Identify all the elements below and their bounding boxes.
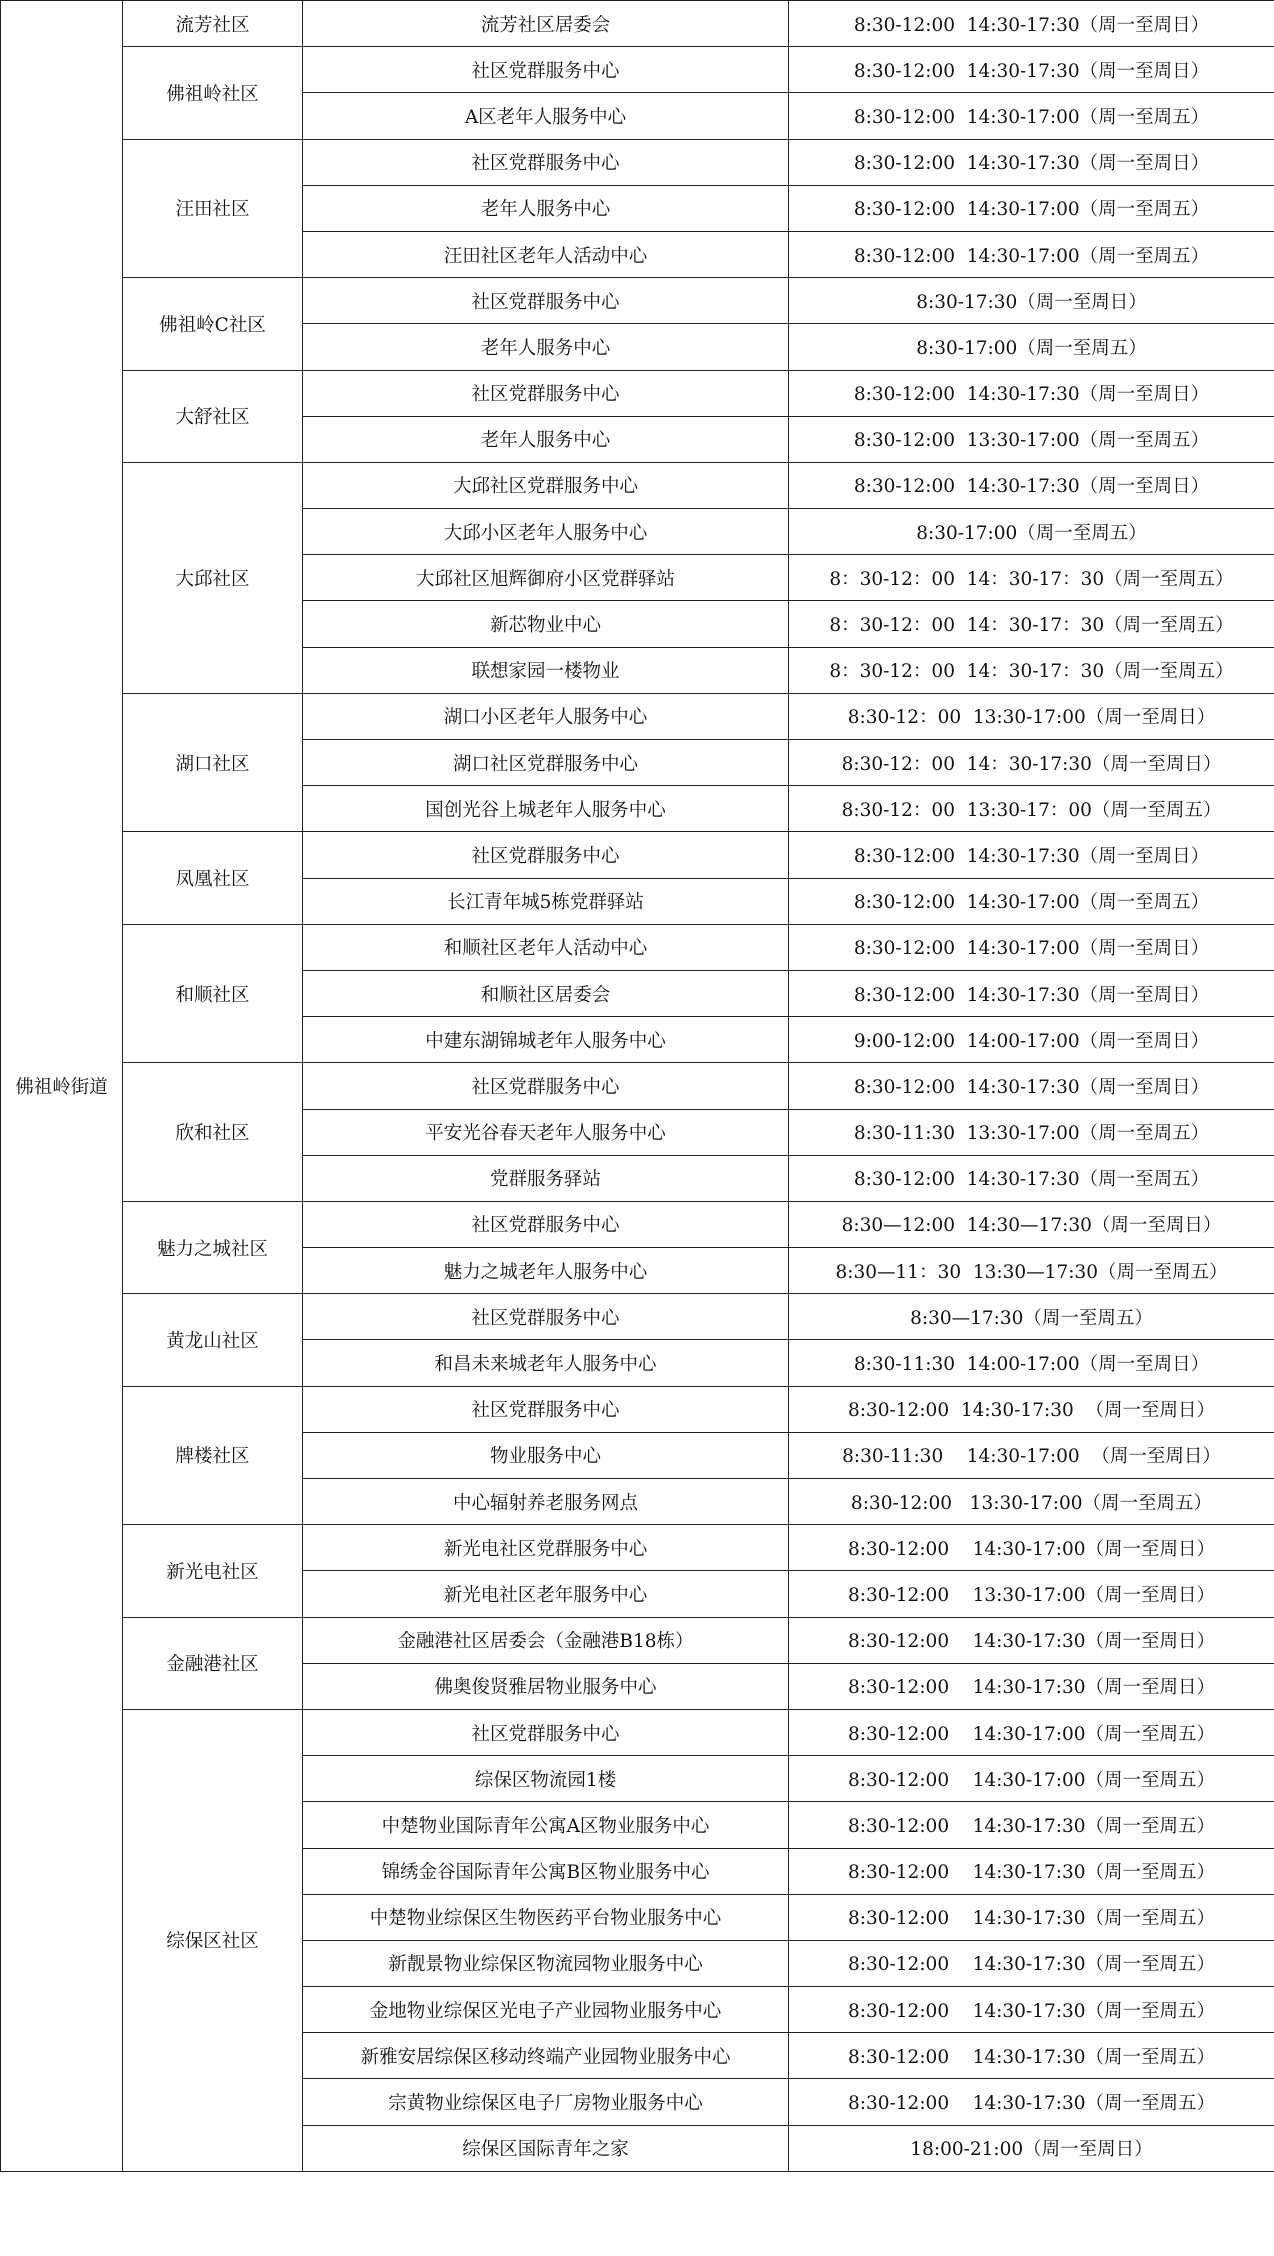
opening-hours-cell: 8:30-12:00 14:30-17:30（周一至周五） xyxy=(789,2079,1274,2125)
opening-hours-cell: 8:30-12:00 14:30-17:00（周一至周五） xyxy=(789,878,1274,924)
community-name-cell: 和顺社区 xyxy=(123,924,303,1063)
opening-hours-cell: 8:30-12:00 14:30-17:30（周一至周日） xyxy=(789,47,1274,93)
opening-hours-cell: 8:30-12:00 14:30-17:30（周一至周日） xyxy=(789,970,1274,1016)
service-site-cell: 和顺社区居委会 xyxy=(303,970,789,1016)
table-row xyxy=(1,1294,1274,1340)
opening-hours-cell: 8:30-17:00（周一至周五） xyxy=(789,509,1274,555)
service-site-cell: 综保区物流园1楼 xyxy=(303,1756,789,1802)
community-name-cell: 汪田社区 xyxy=(123,139,303,278)
service-site-cell: 和顺社区老年人活动中心 xyxy=(303,924,789,970)
table-row xyxy=(1,1525,1274,1571)
service-site-cell: 大邱小区老年人服务中心 xyxy=(303,509,789,555)
table-row xyxy=(1,370,1274,416)
street-name-cell: 佛祖岭街道 xyxy=(1,1,123,2172)
table-row xyxy=(1,139,1274,185)
service-site-cell: 社区党群服务中心 xyxy=(303,139,789,185)
service-site-cell: 社区党群服务中心 xyxy=(303,1063,789,1109)
community-name-cell: 佛祖岭社区 xyxy=(123,47,303,139)
opening-hours-cell: 8:30—12:00 14:30—17:30（周一至周日） xyxy=(789,1201,1274,1247)
opening-hours-cell: 8:30-12:00 14:30-17:30（周一至周五） xyxy=(789,1802,1274,1848)
service-site-cell: 新雅安居综保区移动终端产业园物业服务中心 xyxy=(303,2033,789,2079)
service-site-cell: 社区党群服务中心 xyxy=(303,1709,789,1755)
table-body xyxy=(1,1,1274,2172)
table-row xyxy=(1,832,1274,878)
service-site-cell: 社区党群服务中心 xyxy=(303,1386,789,1432)
community-name-cell: 综保区社区 xyxy=(123,1709,303,2171)
opening-hours-cell: 8:30-12:00 14:30-17:30（周一至周日） xyxy=(789,462,1274,508)
opening-hours-cell: 8:30-12:00 14:30-17:00（周一至周五） xyxy=(789,1709,1274,1755)
opening-hours-cell: 18:00-21:00（周一至周日） xyxy=(789,2125,1274,2171)
opening-hours-cell: 8:30-12:00 14:30-17:30（周一至周五） xyxy=(789,1940,1274,1986)
table-row xyxy=(1,1201,1274,1247)
service-site-cell: 中楚物业综保区生物医药平台物业服务中心 xyxy=(303,1894,789,1940)
service-site-cell: 宗黄物业综保区电子厂房物业服务中心 xyxy=(303,2079,789,2125)
community-name-cell: 欣和社区 xyxy=(123,1063,303,1202)
service-site-cell: 老年人服务中心 xyxy=(303,185,789,231)
community-name-cell: 金融港社区 xyxy=(123,1617,303,1709)
opening-hours-cell: 8:30-17:00（周一至周五） xyxy=(789,324,1274,370)
opening-hours-cell: 8:30-12:00 13:30-17:00（周一至周五） xyxy=(789,1479,1274,1525)
service-site-cell: 流芳社区居委会 xyxy=(303,1,789,47)
service-site-cell: 新光电社区党群服务中心 xyxy=(303,1525,789,1571)
service-site-cell: 锦绣金谷国际青年公寓B区物业服务中心 xyxy=(303,1848,789,1894)
table-row xyxy=(1,462,1274,508)
opening-hours-cell: 8:30-12:00 14:30-17:30（周一至周日） xyxy=(789,832,1274,878)
opening-hours-cell: 8:30-12：00 14：30-17:30（周一至周日） xyxy=(789,740,1274,786)
service-site-cell: 金地物业综保区光电子产业园物业服务中心 xyxy=(303,1987,789,2033)
opening-hours-cell: 8:30-12:00 14:30-17:30（周一至周日） xyxy=(789,370,1274,416)
service-site-cell: 社区党群服务中心 xyxy=(303,278,789,324)
opening-hours-cell: 8:30-11:30 14:00-17:00（周一至周日） xyxy=(789,1340,1274,1386)
opening-hours-cell: 8：30-12：00 14：30-17：30（周一至周五） xyxy=(789,601,1274,647)
opening-hours-cell: 8:30-12:00 14:30-17:30（周一至周五） xyxy=(789,1894,1274,1940)
community-name-cell: 魅力之城社区 xyxy=(123,1201,303,1293)
opening-hours-cell: 8:30-12:00 14:30-17:30（周一至周五） xyxy=(789,1987,1274,2033)
opening-hours-cell: 8:30-11:30 13:30-17:00（周一至周五） xyxy=(789,1109,1274,1155)
opening-hours-cell: 8：30-12：00 14：30-17：30（周一至周五） xyxy=(789,555,1274,601)
opening-hours-cell: 8:30-12:00 14:30-17:30 （周一至周日） xyxy=(789,1386,1274,1432)
opening-hours-cell: 8:30-11:30 14:30-17:00 （周一至周日） xyxy=(789,1432,1274,1478)
opening-hours-cell: 8:30-12:00 13:30-17:00（周一至周五） xyxy=(789,416,1274,462)
service-site-cell: 金融港社区居委会（金融港B18栋） xyxy=(303,1617,789,1663)
opening-hours-cell: 8:30-12：00 13:30-17：00（周一至周五） xyxy=(789,786,1274,832)
opening-hours-cell: 8:30-12:00 14:30-17:00（周一至周五） xyxy=(789,185,1274,231)
opening-hours-cell: 8:30-12:00 13:30-17:00（周一至周日） xyxy=(789,1571,1274,1617)
service-site-cell: 综保区国际青年之家 xyxy=(303,2125,789,2171)
service-site-cell: 新光电社区老年服务中心 xyxy=(303,1571,789,1617)
community-name-cell: 流芳社区 xyxy=(123,1,303,47)
service-site-cell: 新靓景物业综保区物流园物业服务中心 xyxy=(303,1940,789,1986)
service-site-cell: 平安光谷春天老年人服务中心 xyxy=(303,1109,789,1155)
service-site-cell: 国创光谷上城老年人服务中心 xyxy=(303,786,789,832)
community-name-cell: 凤凰社区 xyxy=(123,832,303,924)
service-site-cell: 中心辐射养老服务网点 xyxy=(303,1479,789,1525)
opening-hours-cell: 8:30-12:00 14:30-17:30（周一至周五） xyxy=(789,1155,1274,1201)
community-name-cell: 大舒社区 xyxy=(123,370,303,462)
table-row xyxy=(1,1,1274,47)
table-row xyxy=(1,924,1274,970)
table-row xyxy=(1,1617,1274,1663)
table-row xyxy=(1,1386,1274,1432)
community-name-cell: 佛祖岭C社区 xyxy=(123,278,303,370)
service-site-cell: 社区党群服务中心 xyxy=(303,1201,789,1247)
opening-hours-cell: 8:30-12:00 14:30-17:30（周一至周日） xyxy=(789,1063,1274,1109)
opening-hours-cell: 8：30-12：00 14：30-17：30（周一至周五） xyxy=(789,647,1274,693)
service-site-cell: 党群服务驿站 xyxy=(303,1155,789,1201)
service-site-cell: 社区党群服务中心 xyxy=(303,832,789,878)
service-site-cell: 佛奥俊贤雅居物业服务中心 xyxy=(303,1663,789,1709)
service-site-cell: 湖口小区老年人服务中心 xyxy=(303,693,789,739)
service-site-cell: 社区党群服务中心 xyxy=(303,370,789,416)
community-name-cell: 新光电社区 xyxy=(123,1525,303,1617)
opening-hours-cell: 8:30-12:00 14:30-17:00（周一至周五） xyxy=(789,1756,1274,1802)
service-site-cell: 物业服务中心 xyxy=(303,1432,789,1478)
table-row xyxy=(1,1063,1274,1109)
service-site-cell: 长江青年城5栋党群驿站 xyxy=(303,878,789,924)
service-site-cell: 中建东湖锦城老年人服务中心 xyxy=(303,1017,789,1063)
opening-hours-cell: 8:30—11：30 13:30—17:30（周一至周五） xyxy=(789,1248,1274,1294)
community-name-cell: 大邱社区 xyxy=(123,462,303,693)
service-site-cell: 汪田社区老年人活动中心 xyxy=(303,231,789,277)
service-site-cell: 魅力之城老年人服务中心 xyxy=(303,1248,789,1294)
opening-hours-cell: 8:30—17:30（周一至周五） xyxy=(789,1294,1274,1340)
service-site-cell: 中楚物业国际青年公寓A区物业服务中心 xyxy=(303,1802,789,1848)
opening-hours-cell: 8:30-12:00 14:30-17:00（周一至周五） xyxy=(789,231,1274,277)
table-row xyxy=(1,278,1274,324)
opening-hours-cell: 8:30-12:00 14:30-17:30（周一至周五） xyxy=(789,1848,1274,1894)
service-site-cell: 大邱社区党群服务中心 xyxy=(303,462,789,508)
community-name-cell: 牌楼社区 xyxy=(123,1386,303,1525)
table-row xyxy=(1,1709,1274,1755)
opening-hours-cell: 8:30-12:00 14:30-17:30（周一至周日） xyxy=(789,1617,1274,1663)
opening-hours-cell: 8:30-17:30（周一至周日） xyxy=(789,278,1274,324)
community-name-cell: 湖口社区 xyxy=(123,693,303,832)
service-site-cell: 湖口社区党群服务中心 xyxy=(303,740,789,786)
opening-hours-cell: 8:30-12:00 14:30-17:30（周一至周五） xyxy=(789,2033,1274,2079)
service-site-cell: A区老年人服务中心 xyxy=(303,93,789,139)
community-name-cell: 黄龙山社区 xyxy=(123,1294,303,1386)
service-site-cell: 社区党群服务中心 xyxy=(303,47,789,93)
service-site-cell: 大邱社区旭辉御府小区党群驿站 xyxy=(303,555,789,601)
service-site-cell: 社区党群服务中心 xyxy=(303,1294,789,1340)
opening-hours-cell: 8:30-12:00 14:30-17:30（周一至周日） xyxy=(789,1,1274,47)
opening-hours-cell: 8:30-12：00 13:30-17:00（周一至周日） xyxy=(789,693,1274,739)
service-site-cell: 老年人服务中心 xyxy=(303,416,789,462)
opening-hours-cell: 8:30-12:00 14:30-17:00（周一至周日） xyxy=(789,924,1274,970)
opening-hours-cell: 8:30-12:00 14:30-17:30（周一至周日） xyxy=(789,139,1274,185)
opening-hours-cell: 9:00-12:00 14:00-17:00（周一至周日） xyxy=(789,1017,1274,1063)
opening-hours-cell: 8:30-12:00 14:30-17:30（周一至周日） xyxy=(789,1663,1274,1709)
table-row xyxy=(1,47,1274,93)
opening-hours-cell: 8:30-12:00 14:30-17:00（周一至周五） xyxy=(789,93,1274,139)
opening-hours-cell: 8:30-12:00 14:30-17:00（周一至周日） xyxy=(789,1525,1274,1571)
table-row xyxy=(1,693,1274,739)
service-site-cell: 老年人服务中心 xyxy=(303,324,789,370)
service-site-cell: 新芯物业中心 xyxy=(303,601,789,647)
service-site-cell: 和昌未来城老年人服务中心 xyxy=(303,1340,789,1386)
service-site-cell: 联想家园一楼物业 xyxy=(303,647,789,693)
